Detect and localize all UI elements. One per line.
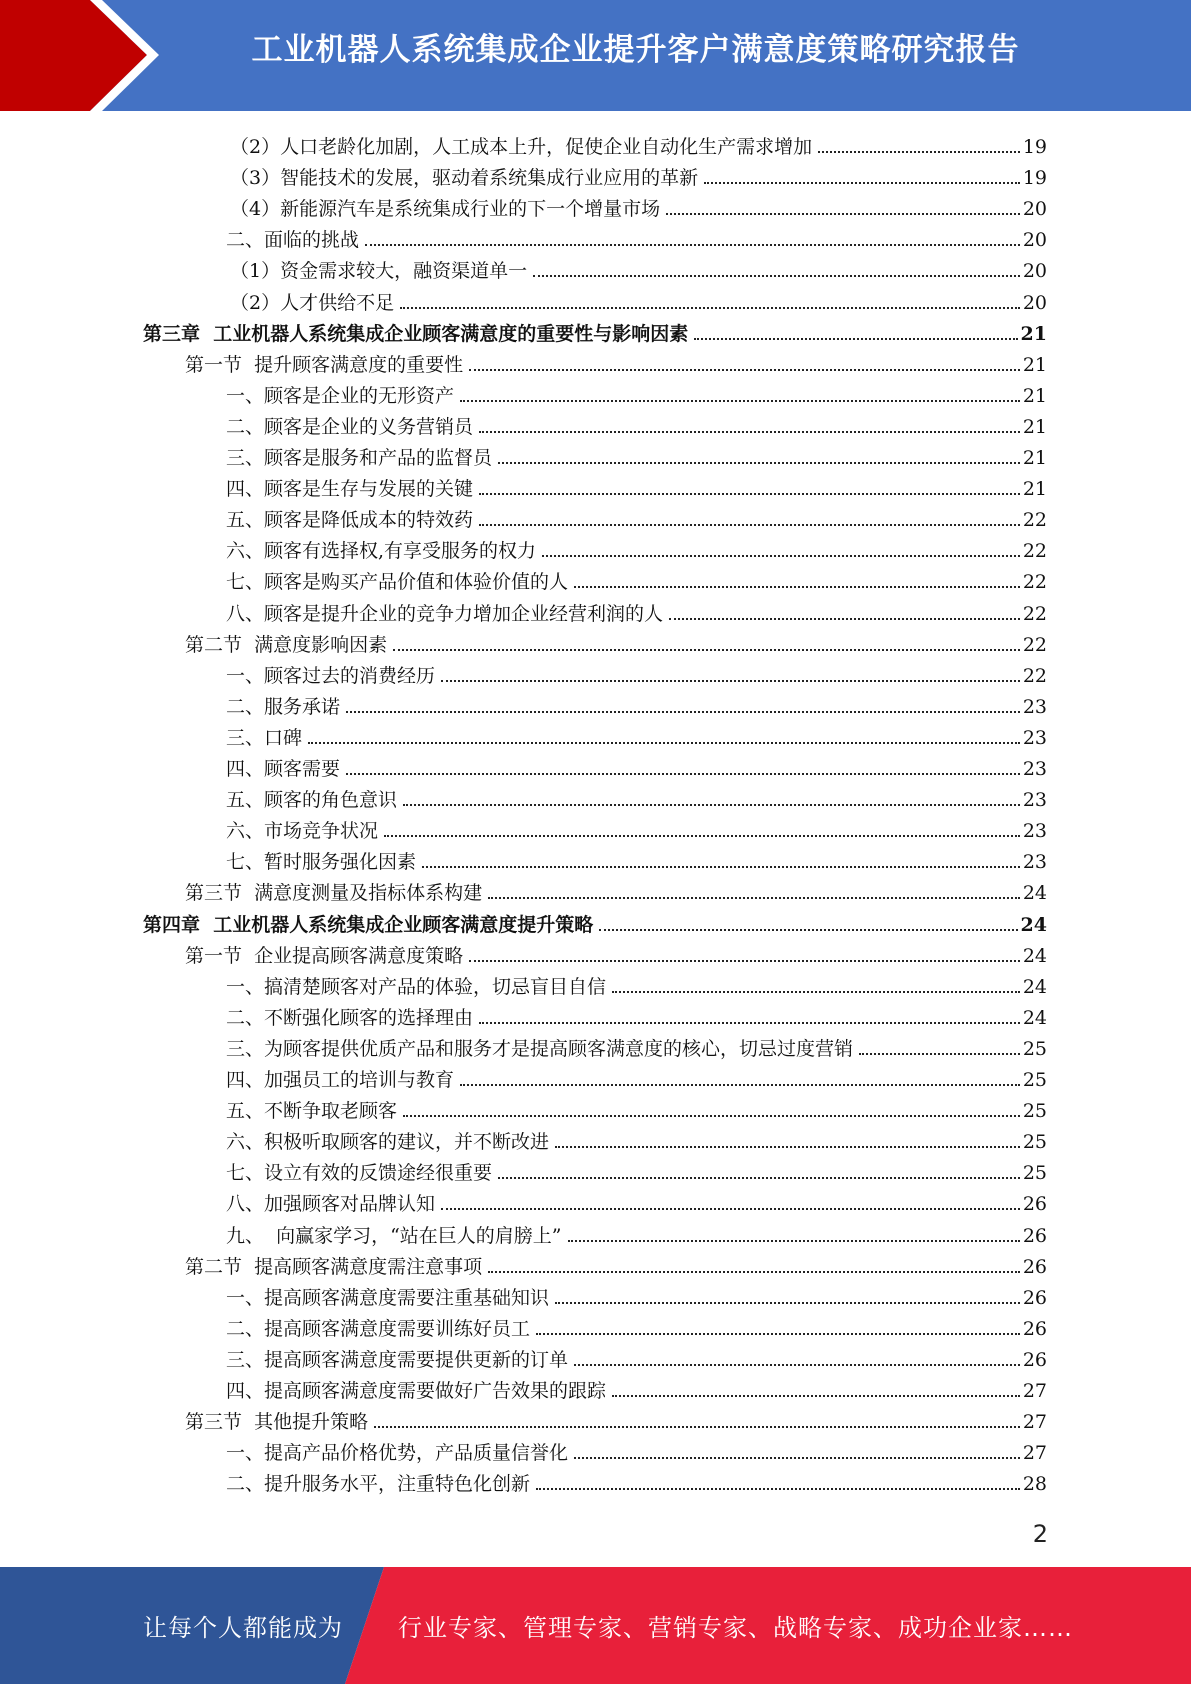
toc-item-entry[interactable] bbox=[226, 1217, 1047, 1248]
toc-entry-title: 七、设立有效的反馈途经很重要 bbox=[226, 1162, 493, 1185]
toc-dot-leader bbox=[403, 804, 1020, 806]
toc-dot-leader bbox=[555, 1302, 1020, 1304]
toc-entry-title: 第二节 满意度影响因素 bbox=[185, 633, 388, 656]
toc-item-entry[interactable] bbox=[226, 1434, 1047, 1465]
toc-entry-title: 六、积极听取顾客的建议，并不断改进 bbox=[226, 1131, 550, 1154]
toc-item-entry[interactable] bbox=[226, 843, 1047, 874]
toc-entry-page: 25 bbox=[1022, 1131, 1047, 1154]
toc-item-entry[interactable] bbox=[226, 1372, 1047, 1403]
toc-dot-leader bbox=[384, 835, 1020, 837]
toc-entry-title: （4）新能源汽车是系统集成行业的下一个增量市场 bbox=[230, 198, 661, 221]
toc-item-entry[interactable] bbox=[226, 968, 1047, 999]
toc-dot-leader bbox=[469, 369, 1020, 371]
toc-entry-title: （2）人才供给不足 bbox=[230, 291, 395, 314]
toc-entry-page: 24 bbox=[1022, 975, 1047, 998]
toc-dot-leader bbox=[599, 929, 1017, 931]
toc-item-entry[interactable] bbox=[226, 439, 1047, 470]
toc-entry-page: 21 bbox=[1022, 478, 1047, 501]
toc-entry-title: 第一节 提升顾客满意度的重要性 bbox=[185, 353, 464, 376]
toc-dot-leader bbox=[498, 462, 1020, 464]
toc-section-entry[interactable] bbox=[185, 874, 1047, 905]
toc-entry-page: 24 bbox=[1022, 944, 1047, 967]
toc-dot-leader bbox=[422, 866, 1020, 868]
toc-dot-leader bbox=[859, 1053, 1020, 1055]
toc-dot-leader bbox=[393, 649, 1020, 651]
toc-dot-leader bbox=[666, 213, 1020, 215]
toc-item-entry[interactable] bbox=[226, 1154, 1047, 1185]
toc-dot-leader bbox=[555, 1146, 1020, 1148]
toc-entry-title: 九、 向赢家学习，“站在巨人的肩膀上” bbox=[226, 1224, 562, 1247]
toc-item-entry[interactable] bbox=[226, 688, 1047, 719]
toc-chapter-entry[interactable] bbox=[143, 906, 1047, 937]
toc-dot-leader bbox=[441, 680, 1020, 682]
page-footer bbox=[0, 1567, 1191, 1684]
toc-entry-page: 21 bbox=[1020, 322, 1047, 345]
toc-item-entry[interactable] bbox=[226, 1465, 1047, 1496]
toc-dot-leader bbox=[498, 1177, 1020, 1179]
toc-entry-title: 六、顾客有选择权,有享受服务的权力 bbox=[226, 540, 537, 563]
toc-entry-title: 一、提高顾客满意度需要注重基础知识 bbox=[226, 1286, 550, 1309]
toc-section-entry[interactable] bbox=[185, 626, 1047, 657]
toc-item-entry[interactable] bbox=[226, 221, 1047, 252]
toc-dot-leader bbox=[403, 1115, 1020, 1117]
toc-entry-title: （2）人口老龄化加剧，人工成本上升，促使企业自动化生产需求增加 bbox=[230, 136, 813, 158]
toc-item-entry[interactable] bbox=[230, 128, 1047, 159]
toc-dot-leader bbox=[346, 773, 1020, 775]
toc-entry-page: 21 bbox=[1022, 384, 1047, 407]
toc-item-entry[interactable] bbox=[226, 408, 1047, 439]
toc-entry-page: 20 bbox=[1022, 229, 1047, 252]
toc-entry-title: 七、顾客是购买产品价值和体验价值的人 bbox=[226, 571, 569, 594]
toc-dot-leader bbox=[536, 1333, 1020, 1335]
toc-entry-title: 第三章 工业机器人系统集成企业顾客满意度的重要性与影响因素 bbox=[143, 322, 689, 345]
toc-dot-leader bbox=[308, 742, 1020, 744]
toc-entry-page: 20 bbox=[1022, 198, 1047, 221]
toc-entry-title: 八、加强顾客对品牌认知 bbox=[226, 1193, 436, 1216]
toc-item-entry[interactable] bbox=[226, 1341, 1047, 1372]
toc-entry-page: 24 bbox=[1022, 1006, 1047, 1029]
toc-entry-page: 21 bbox=[1022, 353, 1047, 376]
toc-dot-leader bbox=[374, 1426, 1020, 1428]
toc-item-entry[interactable] bbox=[230, 159, 1047, 190]
toc-entry-page: 21 bbox=[1022, 415, 1047, 438]
toc-entry-page: 28 bbox=[1022, 1473, 1047, 1496]
toc-entry-title: 第四章 工业机器人系统集成企业顾客满意度提升策略 bbox=[143, 913, 594, 936]
toc-entry-title: （3）智能技术的发展，驱动着系统集成行业应用的革新 bbox=[230, 167, 699, 190]
toc-entry-page: 22 bbox=[1022, 602, 1047, 625]
toc-item-entry[interactable] bbox=[226, 781, 1047, 812]
toc-entry-title: 四、顾客需要 bbox=[226, 758, 341, 780]
toc-dot-leader bbox=[460, 400, 1020, 402]
toc-entry-title: 二、不断强化顾客的选择理由 bbox=[226, 1006, 474, 1029]
toc-entry-title: （1）资金需求较大，融资渠道单一 bbox=[230, 260, 528, 283]
toc-dot-leader bbox=[469, 960, 1020, 962]
toc-chapter-entry[interactable] bbox=[143, 315, 1047, 346]
toc-dot-leader bbox=[460, 1084, 1020, 1086]
toc-entry-title: 第一节 企业提高顾客满意度策略 bbox=[185, 944, 464, 967]
toc-item-entry[interactable] bbox=[226, 532, 1047, 563]
toc-item-entry[interactable] bbox=[230, 190, 1047, 221]
toc-entry-page: 22 bbox=[1022, 509, 1047, 532]
toc-dot-leader bbox=[704, 182, 1020, 184]
toc-dot-leader bbox=[479, 493, 1020, 495]
toc-entry-page: 23 bbox=[1022, 695, 1047, 718]
toc-dot-leader bbox=[612, 1395, 1020, 1397]
toc-dot-leader bbox=[400, 307, 1020, 309]
toc-entry-title: 四、加强员工的培训与教育 bbox=[226, 1069, 455, 1091]
toc-entry-page: 22 bbox=[1022, 571, 1047, 594]
toc-entry-page: 23 bbox=[1022, 789, 1047, 812]
page-number: 2 bbox=[1032, 1520, 1048, 1548]
toc-section-entry[interactable] bbox=[185, 346, 1047, 377]
toc-item-entry[interactable] bbox=[226, 563, 1047, 594]
report-title: 工业机器人系统集成企业提升客户满意度策略研究报告 bbox=[251, 32, 1020, 68]
toc-entry-page: 27 bbox=[1022, 1380, 1047, 1402]
toc-entry-page: 24 bbox=[1020, 913, 1047, 936]
toc-section-entry[interactable] bbox=[185, 1248, 1047, 1279]
toc-entry-title: 一、提高产品价格优势，产品质量信誉化 bbox=[226, 1442, 569, 1465]
toc-item-entry[interactable] bbox=[226, 1092, 1047, 1123]
toc-item-entry[interactable] bbox=[226, 501, 1047, 532]
toc-dot-leader bbox=[441, 1208, 1020, 1210]
toc-entry-page: 25 bbox=[1022, 1162, 1047, 1185]
toc-entry-page: 26 bbox=[1022, 1317, 1047, 1340]
toc-entry-title: 四、提高顾客满意度需要做好广告效果的跟踪 bbox=[226, 1380, 607, 1402]
toc-entry-page: 22 bbox=[1022, 540, 1047, 563]
toc-entry-page: 27 bbox=[1022, 1411, 1047, 1434]
toc-dot-leader bbox=[694, 338, 1017, 340]
toc-dot-leader bbox=[346, 711, 1020, 713]
toc-entry-page: 23 bbox=[1022, 726, 1047, 749]
toc-entry-page: 21 bbox=[1022, 447, 1047, 469]
toc-item-entry[interactable] bbox=[226, 999, 1047, 1030]
toc-entry-page: 23 bbox=[1022, 758, 1047, 780]
toc-entry-page: 25 bbox=[1022, 1100, 1047, 1123]
toc-entry-title: 六、市场竞争状况 bbox=[226, 820, 379, 843]
toc-entry-page: 23 bbox=[1022, 820, 1047, 843]
toc-entry-title: 五、顾客是降低成本的特效药 bbox=[226, 509, 474, 532]
toc-entry-page: 24 bbox=[1022, 882, 1047, 905]
toc-entry-title: 一、顾客是企业的无形资产 bbox=[226, 384, 455, 407]
toc-item-entry[interactable] bbox=[226, 1279, 1047, 1310]
toc-item-entry[interactable] bbox=[226, 470, 1047, 501]
toc-section-entry[interactable] bbox=[185, 937, 1047, 968]
toc-entry-page: 20 bbox=[1022, 260, 1047, 283]
toc-entry-title: 三、口碑 bbox=[226, 726, 303, 749]
toc-entry-title: 一、顾客过去的消费经历 bbox=[226, 664, 436, 687]
toc-entry-title: 第三节 其他提升策略 bbox=[185, 1411, 369, 1434]
toc-item-entry[interactable] bbox=[226, 1030, 1047, 1061]
toc-entry-title: 四、顾客是生存与发展的关键 bbox=[226, 478, 474, 501]
toc-dot-leader bbox=[536, 1488, 1020, 1490]
toc-item-entry[interactable] bbox=[226, 812, 1047, 843]
toc-entry-page: 26 bbox=[1022, 1348, 1047, 1371]
toc-entry-title: 二、提高顾客满意度需要训练好员工 bbox=[226, 1317, 531, 1340]
toc-entry-title: 八、顾客是提升企业的竞争力增加企业经营利润的人 bbox=[226, 602, 664, 625]
toc-dot-leader bbox=[612, 991, 1020, 993]
toc-item-entry[interactable] bbox=[226, 1123, 1047, 1154]
toc-entry-page: 25 bbox=[1022, 1037, 1047, 1060]
toc-entry-title: 五、不断争取老顾客 bbox=[226, 1100, 398, 1123]
toc-dot-leader bbox=[574, 1364, 1020, 1366]
toc-entry-page: 23 bbox=[1022, 851, 1047, 874]
toc-entry-page: 26 bbox=[1022, 1224, 1047, 1247]
toc-dot-leader bbox=[488, 897, 1020, 899]
toc-item-entry[interactable] bbox=[226, 657, 1047, 688]
toc-entry-title: 三、提高顾客满意度需要提供更新的订单 bbox=[226, 1348, 569, 1371]
toc-entry-title: 三、顾客是服务和产品的监督员 bbox=[226, 447, 493, 469]
page-header bbox=[0, 0, 1191, 111]
toc-entry-title: 第二节 提高顾客满意度需注意事项 bbox=[185, 1255, 483, 1278]
toc-item-entry[interactable] bbox=[226, 750, 1047, 781]
toc-entry-page: 26 bbox=[1022, 1193, 1047, 1216]
toc-entry-title: 二、服务承诺 bbox=[226, 695, 341, 718]
toc-item-entry[interactable] bbox=[226, 719, 1047, 750]
toc-entry-page: 20 bbox=[1022, 291, 1047, 314]
toc-item-entry[interactable] bbox=[230, 252, 1047, 283]
toc-dot-leader bbox=[479, 431, 1020, 433]
toc-entry-page: 19 bbox=[1022, 167, 1047, 190]
toc-dot-leader bbox=[669, 618, 1020, 620]
toc-entry-page: 25 bbox=[1022, 1069, 1047, 1091]
toc-item-entry[interactable] bbox=[226, 1310, 1047, 1341]
toc-entry-title: 一、搞清楚顾客对产品的体验，切忌盲目自信 bbox=[226, 975, 607, 998]
toc-entry-page: 22 bbox=[1022, 664, 1047, 687]
footer-slogan-left: 让每个人都能成为 bbox=[143, 1614, 343, 1642]
toc-dot-leader bbox=[574, 1457, 1020, 1459]
toc-section-entry[interactable] bbox=[185, 1403, 1047, 1434]
toc-entry-title: 二、提升服务水平，注重特色化创新 bbox=[226, 1473, 531, 1496]
toc-item-entry[interactable] bbox=[226, 1061, 1047, 1092]
toc-dot-leader bbox=[568, 1240, 1020, 1242]
toc-entry-title: 二、顾客是企业的义务营销员 bbox=[226, 415, 474, 438]
toc-dot-leader bbox=[818, 151, 1020, 153]
toc-dot-leader bbox=[574, 586, 1020, 588]
footer-slogan-right: 行业专家、管理专家、营销专家、战略专家、成功企业家…… bbox=[398, 1614, 1073, 1642]
toc-dot-leader bbox=[542, 555, 1020, 557]
toc-item-entry[interactable] bbox=[226, 377, 1047, 408]
toc-dot-leader bbox=[479, 1022, 1020, 1024]
toc-item-entry[interactable] bbox=[230, 284, 1047, 315]
toc-dot-leader bbox=[533, 275, 1020, 277]
toc-entry-title: 三、为顾客提供优质产品和服务才是提高顾客满意度的核心，切忌过度营销 bbox=[226, 1037, 854, 1060]
toc-dot-leader bbox=[479, 524, 1020, 526]
toc-entry-page: 27 bbox=[1022, 1442, 1047, 1465]
toc-dot-leader bbox=[365, 244, 1020, 246]
toc-item-entry[interactable] bbox=[226, 1185, 1047, 1216]
toc-entry-title: 五、顾客的角色意识 bbox=[226, 789, 398, 812]
toc-entry-title: 第三节 满意度测量及指标体系构建 bbox=[185, 882, 483, 905]
toc-item-entry[interactable] bbox=[226, 595, 1047, 626]
toc-entry-page: 22 bbox=[1022, 633, 1047, 656]
toc-entry-page: 26 bbox=[1022, 1255, 1047, 1278]
toc-entry-title: 二、面临的挑战 bbox=[226, 229, 360, 252]
toc-dot-leader bbox=[488, 1271, 1020, 1273]
toc-entry-page: 26 bbox=[1022, 1286, 1047, 1309]
toc-entry-title: 七、暂时服务强化因素 bbox=[226, 851, 417, 874]
toc-entry-page: 19 bbox=[1022, 136, 1047, 158]
